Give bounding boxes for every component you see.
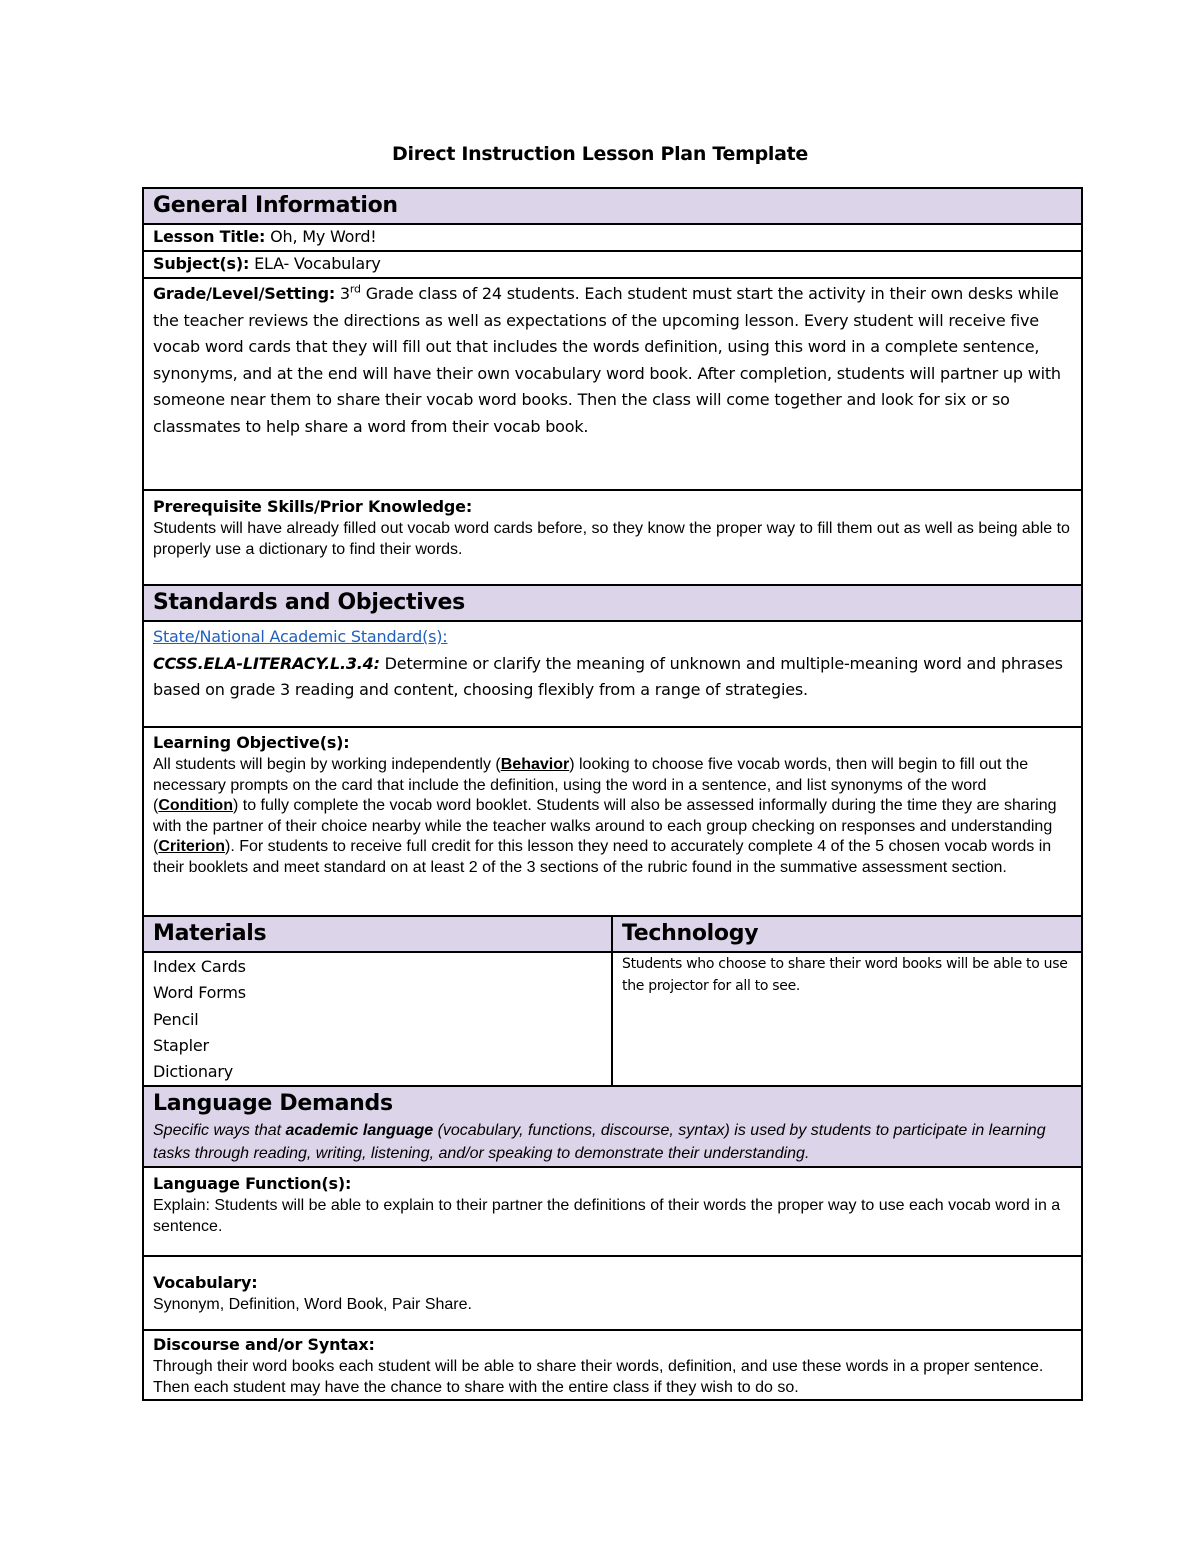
grade-number: 3 (335, 284, 350, 303)
language-header-row (143, 1086, 1082, 1167)
objective-text: All students will begin by working independently (Behavior) looking to choose five vocab words, then will begin to fill out the necessary prompts on the card that include the definition, using the word in a sentence, and list synonyms of the word (Condition) to fully complete the vocab word booklet. Students will also be assessed informally during the time they are sharing with the partner of their choice nearby while the teacher walks around to each group checking on responses and understanding (Criterion). For students to receive full credit for this lesson they need to accurately complete 4 of the 5 chosen vocab words in their booklets and meet standard on at least 2 of the 3 sections of the rubric found in the summative assessment section. (153, 756, 1057, 876)
lesson-title-cell (143, 224, 1082, 251)
technology-text: Students who choose to share their word books will be able to use the projector for all to see. (622, 956, 1068, 994)
subject-cell (143, 251, 1082, 278)
standard-cell (143, 621, 1082, 727)
technology-header-cell (612, 916, 1082, 952)
academic-language-term: academic language (285, 1122, 434, 1140)
grade-description: Grade class of 24 students. Each student must start the activity in their own desks while the teacher reviews the directions as well as expectations of the upcoming lesson. Every student will receive five vocab word cards that they will fill out that includes the words definition, using this word in a complete sentence, synonyms, and at the end will have their own vocabulary word book. After completion, students will partner up with someone near them to share their vocab word books. Then the class will come together and look for six or so classmates to help share a word from their vocab book. (153, 284, 1061, 436)
grade-superscript: rd (349, 282, 361, 296)
grade-label: Grade/Level/Setting: (153, 284, 336, 303)
standard-text: Determine or clarify the meaning of unknown and multiple-meaning word and phrases based on grade 3 reading and content, choosing flexibly from a range of strategies. (153, 653, 1063, 699)
discourse-cell (143, 1330, 1082, 1400)
standards-heading: Standards and Objectives (153, 590, 465, 615)
materials-header-cell (143, 916, 612, 952)
discourse-row (143, 1330, 1082, 1400)
materials-cell (143, 952, 612, 1086)
subject-row (143, 251, 1082, 278)
vocab-row (143, 1256, 1082, 1330)
subject-value: ELA- Vocabulary (249, 254, 381, 273)
standard-code: CCSS.ELA-LITERACY.L.3.4: (153, 653, 380, 673)
language-header-cell (143, 1086, 1082, 1167)
vocab-text: Synonym, Definition, Word Book, Pair Share. (153, 1296, 472, 1314)
technology-heading: Technology (622, 921, 759, 946)
behavior-term: Behavior (500, 756, 570, 773)
condition-term: Condition (158, 797, 233, 814)
function-label: Language Function(s): (153, 1174, 352, 1194)
vocab-cell (143, 1256, 1082, 1330)
lesson-title-row (143, 224, 1082, 251)
vocab-label: Vocabulary: (153, 1273, 258, 1293)
materials-item: Stapler (153, 1035, 209, 1055)
grade-cell (143, 278, 1082, 490)
general-header-row (143, 188, 1082, 224)
materials-heading: Materials (153, 921, 267, 946)
objective-cell (143, 727, 1082, 916)
prereq-label: Prerequisite Skills/Prior Knowledge: (153, 497, 473, 516)
grade-row (143, 278, 1082, 490)
language-demands-heading: Language Demands (153, 1091, 393, 1117)
subject-label: Subject(s): (153, 254, 250, 273)
technology-cell (612, 952, 1082, 1086)
criterion-term: Criterion (158, 838, 225, 855)
objective-row (143, 727, 1082, 916)
prereq-text: Students will have already filled out vocab word cards before, so they know the proper way to fill them out as well as being able to properly use a dictionary to find their words. (153, 520, 1070, 558)
function-cell (143, 1167, 1082, 1256)
standards-header-row (143, 585, 1082, 621)
standard-link[interactable]: State/National Academic Standard(s): (153, 627, 448, 646)
prereq-row (143, 490, 1082, 585)
materials-row (143, 952, 1082, 1086)
general-information-heading: General Information (153, 193, 398, 218)
function-row (143, 1167, 1082, 1256)
materials-item: Index Cards (153, 957, 246, 976)
discourse-label: Discourse and/or Syntax: (153, 1335, 375, 1355)
materials-header-row (143, 916, 1082, 952)
lesson-plan-table (142, 187, 1083, 1401)
function-text: Explain: Students will be able to explain to their partner the definitions of their words the proper way to use each vocab word in a sentence. (153, 1197, 1061, 1235)
discourse-text: Through their word books each student will be able to share their words, definition, and use these words in a proper sentence. Then each student may have the chance to share with the entire class if they wish to do so. (153, 1358, 1044, 1396)
materials-item: Pencil (153, 1009, 199, 1029)
lesson-title-value: Oh, My Word! (265, 227, 377, 246)
standard-row (143, 621, 1082, 727)
objective-label: Learning Objective(s): (153, 733, 350, 752)
materials-item: Dictionary (153, 1062, 234, 1082)
lesson-title-label: Lesson Title: (153, 227, 266, 246)
materials-item: Word Forms (153, 983, 246, 1003)
general-header-cell (143, 188, 1082, 224)
language-demands-description: Specific ways that academic language (vocabulary, functions, discourse, syntax) is used by students to participate in learning tasks through reading, writing, listening, and/or speaking to demonstrate their understanding. (153, 1122, 1046, 1163)
prereq-cell (143, 490, 1082, 585)
document-title: Direct Instruction Lesson Plan Template (392, 143, 808, 165)
standards-header-cell (143, 585, 1082, 621)
